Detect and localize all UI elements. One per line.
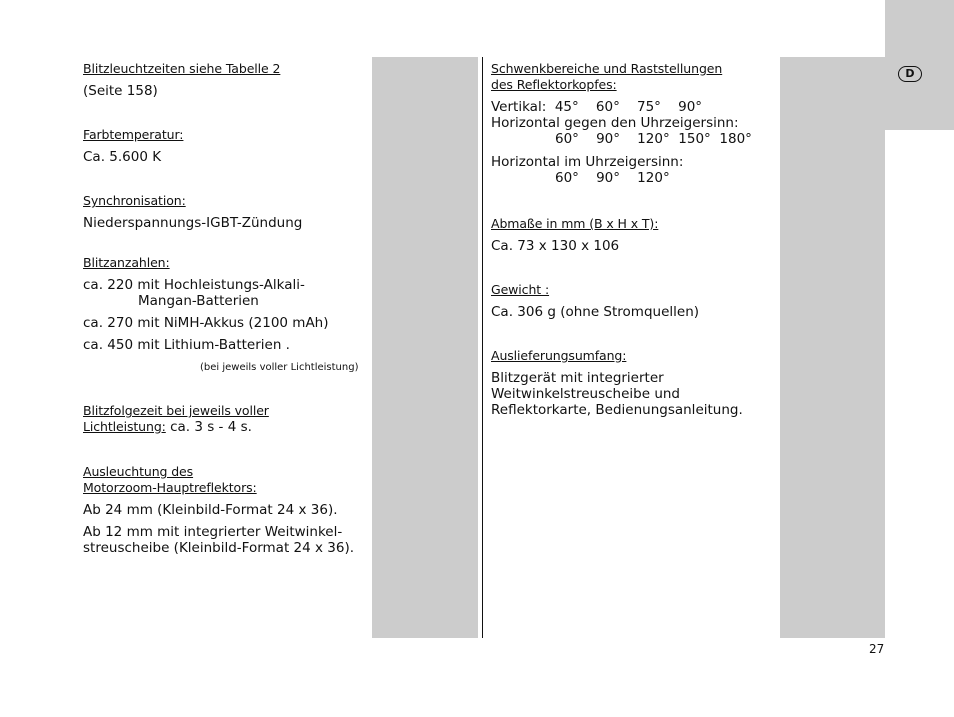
horizontal-ccw-label: Horizontal gegen den Uhrzeigersinn:: [491, 115, 739, 131]
recycle-heading-line-2: Lichtleistung:: [83, 419, 166, 434]
recycle-value: ca. 3 s - 4 s.: [165, 419, 252, 435]
coverage-heading-line-2: Motorzoom-Hauptreflektors:: [83, 480, 257, 495]
color-temp-heading: Farbtemperatur:: [83, 127, 184, 142]
sync-heading: Synchronisation:: [83, 193, 186, 208]
scope-heading: Auslieferungsumfang:: [491, 348, 627, 363]
vertical-positions: Vertikal: 45° 60° 75° 90°: [491, 99, 703, 115]
recycle-heading-line-1: Blitzfolgezeit bei jeweils voller: [83, 403, 269, 418]
coverage-line-2b: streuscheibe (Kleinbild-Format 24 x 36).: [83, 540, 355, 556]
flash-count-line-3: ca. 450 mit Lithium-Batterien .: [83, 337, 290, 353]
coverage-heading-line-1: Ausleuchtung des: [83, 464, 194, 479]
scope-line-3: Reflektorkarte, Bedienungsanleitung.: [491, 402, 743, 418]
dimensions-value: Ca. 73 x 130 x 106: [491, 238, 620, 254]
language-badge: D: [898, 66, 922, 82]
horizontal-cw-label: Horizontal im Uhrzeigersinn:: [491, 154, 684, 170]
horizontal-cw-values: 60° 90° 120°: [555, 170, 670, 186]
weight-heading: Gewicht :: [491, 282, 550, 297]
flash-count-line-1a: ca. 220 mit Hochleistungs-Alkali-: [83, 277, 305, 293]
color-temp-value: Ca. 5.600 K: [83, 149, 162, 165]
scope-line-2: Weitwinkelstreuscheibe und: [491, 386, 681, 402]
flash-count-line-1b: Mangan-Batterien: [138, 293, 259, 309]
flash-duration-ref: (Seite 158): [83, 83, 158, 99]
sync-value: Niederspannungs-IGBT-Zündung: [83, 215, 303, 231]
recycle-time: [83, 419, 252, 435]
swivel-heading-line-2: des Reflektorkopfes:: [491, 77, 617, 92]
flash-count-heading: Blitzanzahlen:: [83, 255, 170, 270]
flash-count-line-2: ca. 270 mit NiMH-Akkus (2100 mAh): [83, 315, 329, 331]
scope-line-1: Blitzgerät mit integrierter: [491, 370, 664, 386]
coverage-line-1: Ab 24 mm (Kleinbild-Format 24 x 36).: [83, 502, 338, 518]
weight-value: Ca. 306 g (ohne Stromquellen): [491, 304, 700, 320]
column-divider: [482, 57, 483, 638]
flash-count-note: (bei jeweils voller Lichtleistung): [200, 362, 359, 373]
dimensions-heading: Abmaße in mm (B x H x T):: [491, 216, 659, 231]
coverage-line-2a: Ab 12 mm mit integrierter Weitwinkel-: [83, 524, 343, 540]
side-tab-background: [885, 0, 954, 130]
horizontal-ccw-values: 60° 90° 120° 150° 180°: [555, 131, 752, 147]
gray-margin-column-left: [372, 57, 478, 638]
page-number: 27: [869, 642, 885, 656]
swivel-heading-line-1: Schwenkbereiche und Raststellungen: [491, 61, 723, 76]
gray-margin-column-right: [780, 57, 885, 638]
flash-duration-heading: Blitzleuchtzeiten siehe Tabelle 2: [83, 61, 281, 76]
